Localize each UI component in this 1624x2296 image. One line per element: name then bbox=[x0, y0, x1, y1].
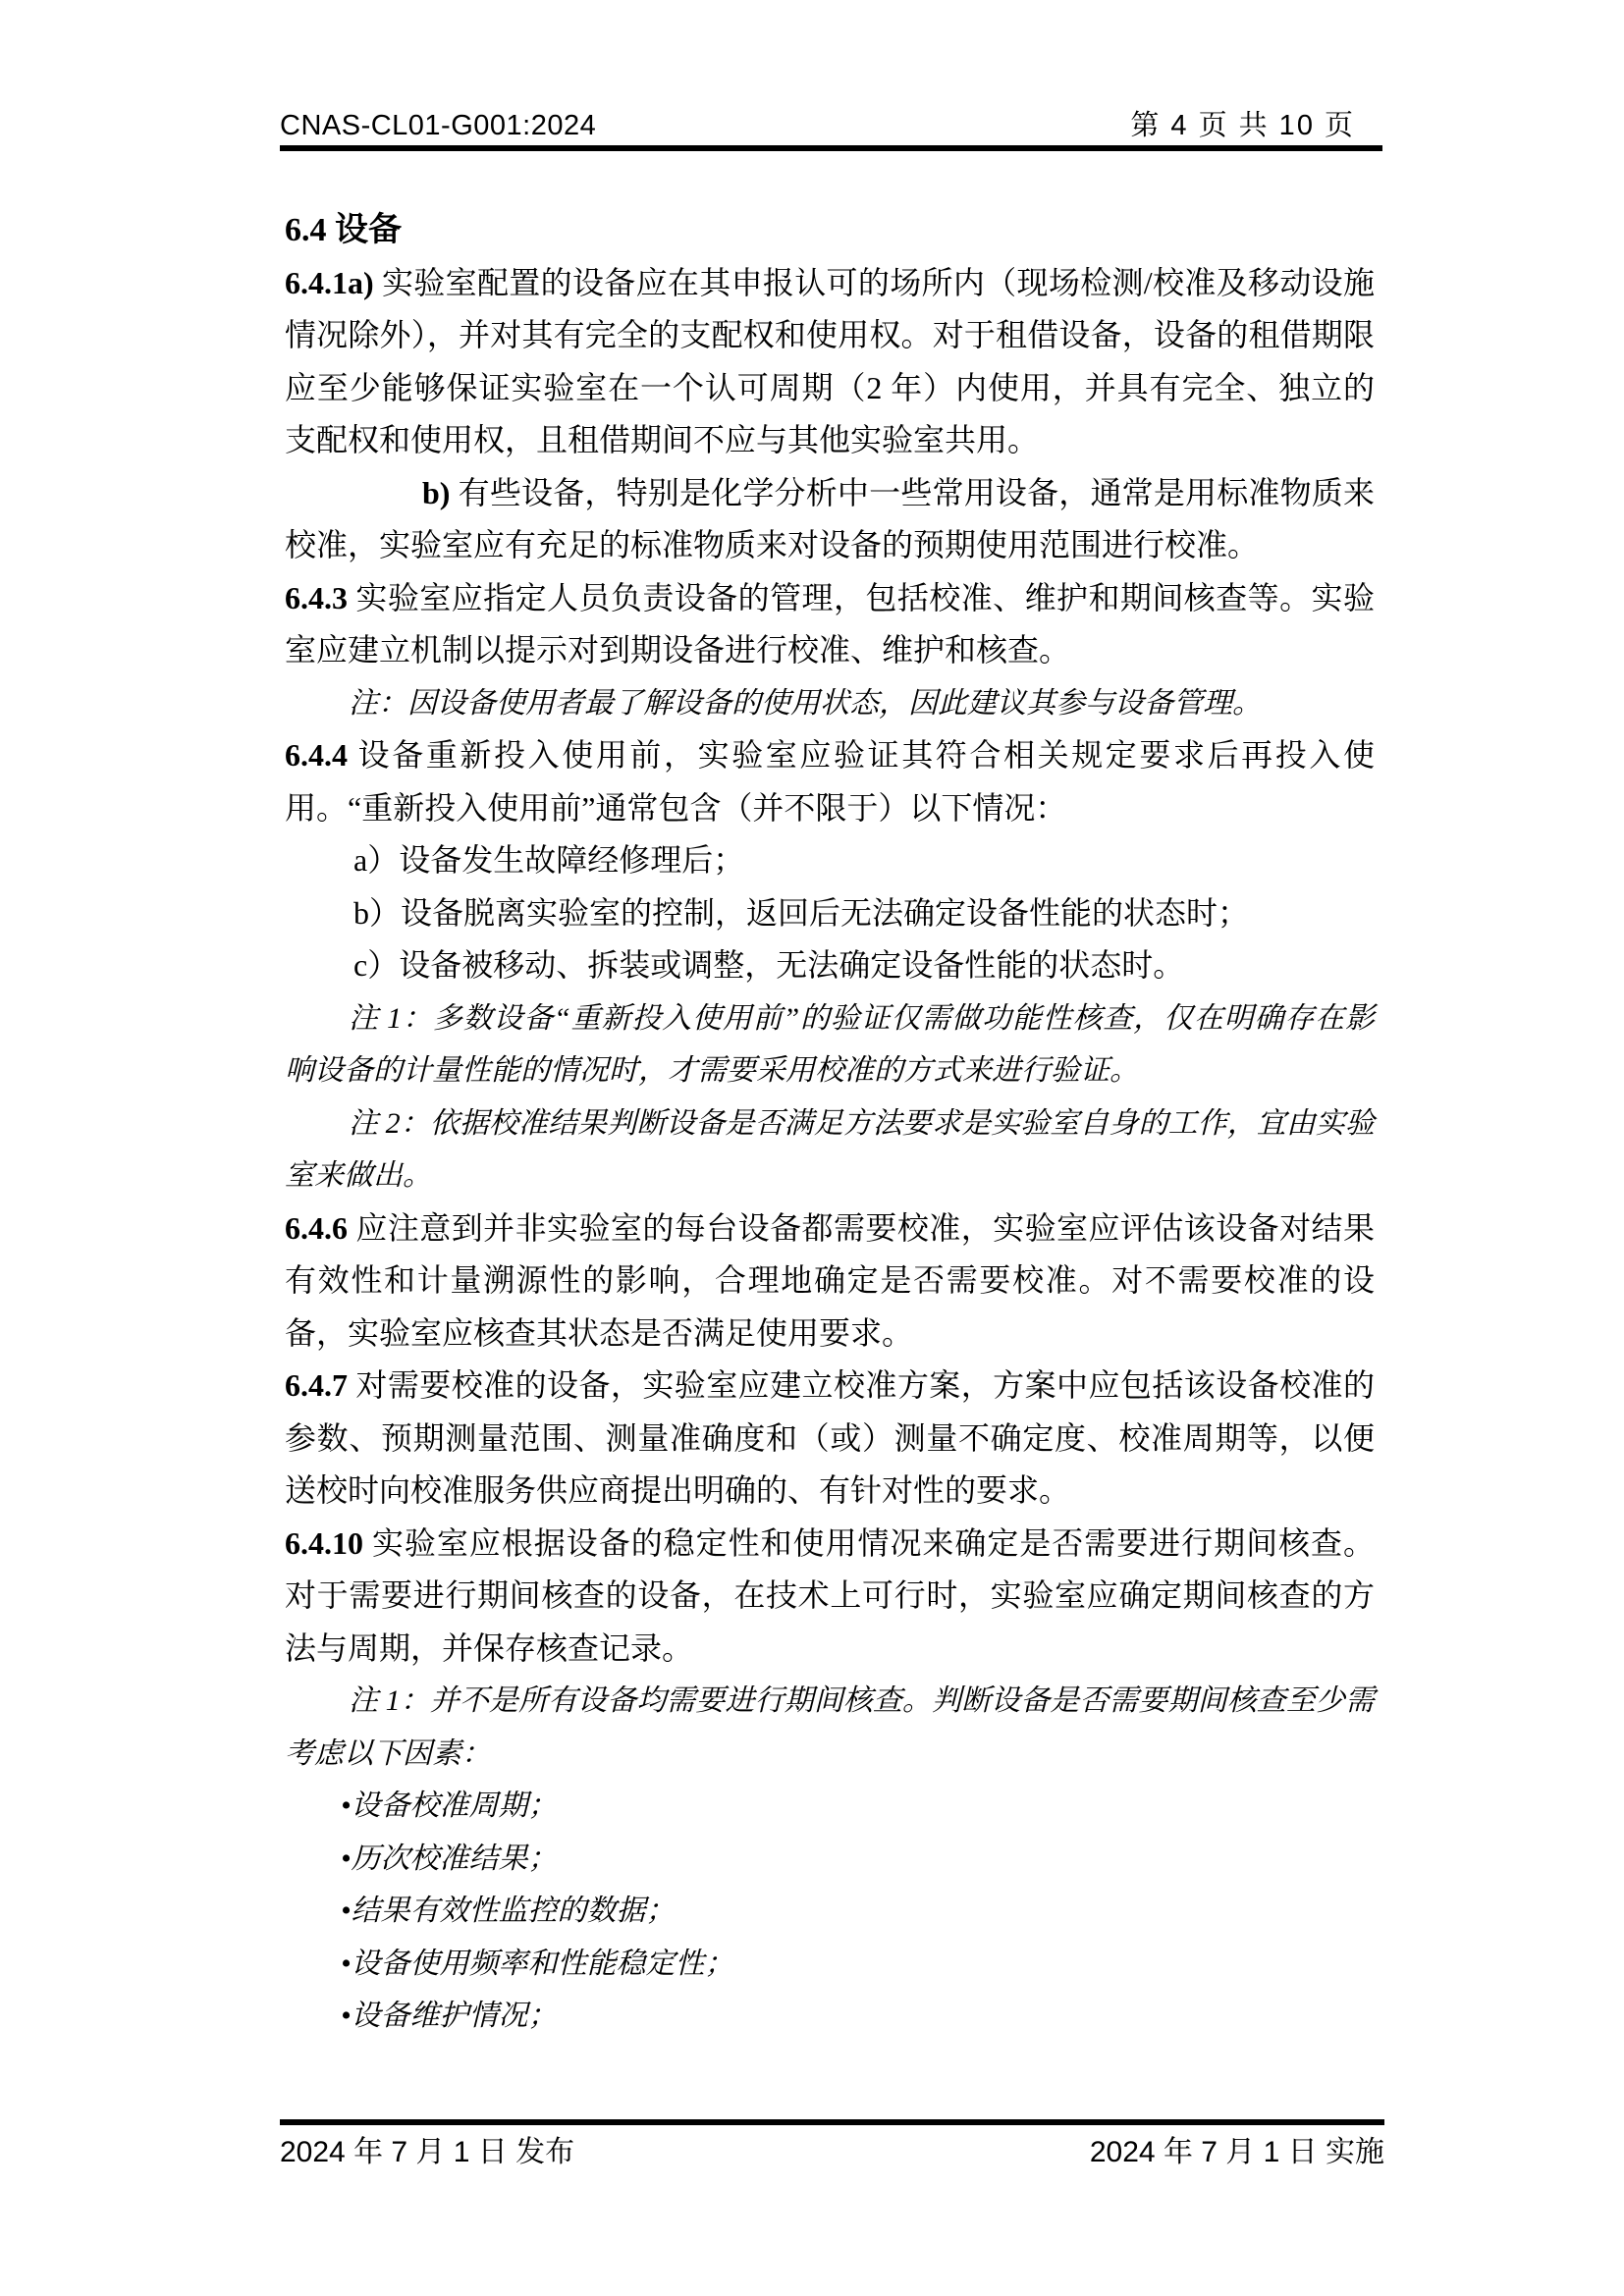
clause-number: 6.4.3 bbox=[285, 579, 348, 615]
bullet-item: •设备校准周期； bbox=[341, 1789, 558, 1822]
note-paragraph: 注 2：依据校准结果判断设备是否满足方法要求是实验室自身的工作，宜由实验室来做出。 bbox=[285, 1106, 1375, 1192]
clause-number: 6.4.4 bbox=[285, 737, 348, 773]
page-header bbox=[280, 110, 1382, 151]
page-number-indicator: 第 4 页 共 10 页 bbox=[1130, 110, 1355, 141]
bullet-item: •结果有效性监控的数据； bbox=[341, 1895, 676, 1927]
clause-paragraph: 6.4.10 实验室应根据设备的稳定性和使用情况来确定是否需要进行期间核查。对于需要进行期间核查的设备，在技术上可行时，实验室应确定期间核查的方法与周期，并保存核查记录。 bbox=[285, 1524, 1375, 1666]
clause-paragraph: 6.4.3 实验室应指定人员负责设备的管理，包括校准、维护和期间核查等。实验室应建立机制以提示对到期设备进行校准、维护和核查。 bbox=[285, 579, 1375, 667]
document-body bbox=[285, 204, 1375, 2043]
list-item: b）设备脱离实验室的控制，返回后无法确定设备性能的状态时； bbox=[353, 894, 1250, 931]
note-paragraph: 注：因设备使用者最了解设备的使用状态，因此建议其参与设备管理。 bbox=[349, 686, 1262, 720]
bullet-item: •设备维护情况； bbox=[341, 2000, 558, 2032]
clause-number: 6.4.6 bbox=[285, 1209, 348, 1246]
clause-number: 6.4.1a) bbox=[285, 264, 374, 300]
clause-paragraph: 6.4.6 应注意到并非实验室的每台设备都需要校准，实验室应评估该设备对结果有效性和计量溯源性的影响，合理地确定是否需要校准。对不需要校准的设备，实验室应核查其状态是否满足使用要求。 bbox=[285, 1209, 1375, 1351]
clause-number: b) bbox=[422, 474, 451, 510]
note-paragraph: 注 1：并不是所有设备均需要进行期间核查。判断设备是否需要期间核查至少需考虑以下因素： bbox=[285, 1684, 1375, 1770]
clause-paragraph: 6.4.7 对需要校准的设备，实验室应建立校准方案，方案中应包括该设备校准的参数、预期测量范围、测量准确度和（或）测量不确定度、校准周期等，以便送校时向校准服务供应商提出明确的、有针对性的要求。 bbox=[285, 1367, 1375, 1508]
bullet-item: •设备使用频率和性能稳定性； bbox=[341, 1947, 734, 1980]
clause-number: 6.4.7 bbox=[285, 1367, 348, 1403]
release-date: 2024 年 7 月 1 日 发布 bbox=[280, 2136, 575, 2168]
section-heading: 6.4 设备 bbox=[285, 212, 402, 248]
list-item: a）设备发生故障经修理后； bbox=[353, 842, 745, 878]
clause-number: 6.4.10 bbox=[285, 1524, 363, 1561]
implement-date: 2024 年 7 月 1 日 实施 bbox=[1089, 2136, 1384, 2168]
clause-paragraph: 6.4.4 设备重新投入使用前，实验室应验证其符合相关规定要求后再投入使用。“重新投入使用前”通常包含（并不限于）以下情况： bbox=[285, 737, 1375, 826]
clause-paragraph: 6.4.1a) 实验室配置的设备应在其申报认可的场所内（现场检测/校准及移动设施情况除外），并对其有完全的支配权和使用权。对于租借设备，设备的租借期限应至少能够保证实验室在一个认可周期（2 年）内使用，并具有完全、独立的支配权和使用权，且租借期间不应与其他实验室共用。 bbox=[285, 264, 1375, 457]
bullet-item: •历次校准结果； bbox=[341, 1842, 558, 1875]
page-footer bbox=[280, 2119, 1384, 2170]
list-item: c）设备被移动、拆装或调整，无法确定设备性能的状态时。 bbox=[353, 947, 1185, 983]
note-paragraph: 注 1：多数设备“重新投入使用前”的验证仅需做功能性核查，仅在明确存在影响设备的计量性能的情况时，才需要采用校准的方式来进行验证。 bbox=[285, 1001, 1375, 1087]
document-code: CNAS-CL01-G001:2024 bbox=[280, 110, 597, 141]
clause-paragraph: b) 有些设备，特别是化学分析中一些常用设备，通常是用标准物质来校准，实验室应有充足的标准物质来对设备的预期使用范围进行校准。 bbox=[285, 474, 1375, 562]
